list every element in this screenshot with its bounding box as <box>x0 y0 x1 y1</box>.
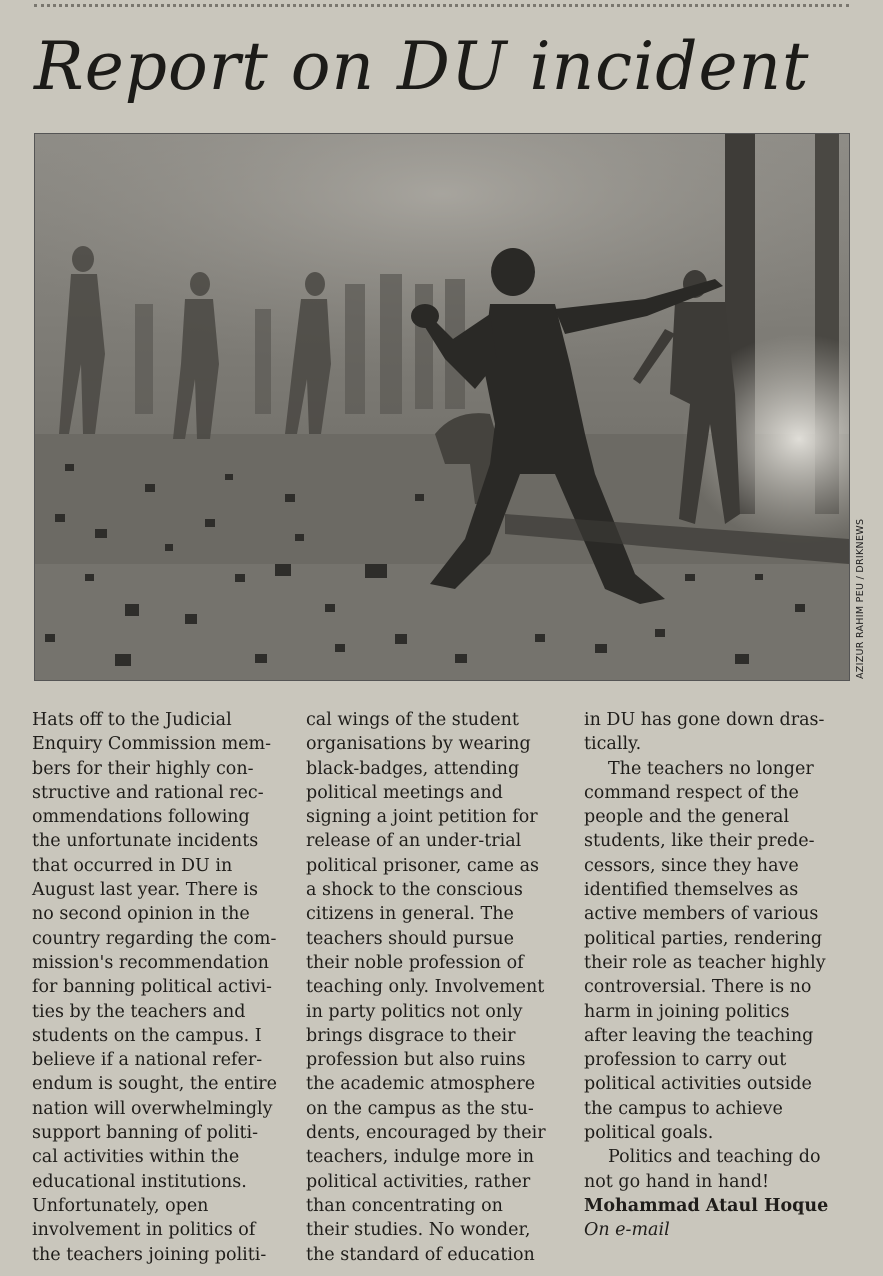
text-line: controversial. There is no <box>584 977 812 998</box>
text-line: endum is sought, the entire <box>32 1074 278 1095</box>
news-photo <box>34 133 850 681</box>
text-line: students, like their prede- <box>584 831 815 852</box>
text-line: August last year. There is <box>32 880 258 901</box>
text-line: the unfortunate incidents <box>32 831 259 852</box>
text-line: brings disgrace to their <box>306 1025 516 1046</box>
text-line: identified themselves as <box>584 880 799 901</box>
text-line: ties by the teachers and <box>32 1001 246 1022</box>
text-line: political activities, rather <box>306 1171 531 1192</box>
text-line: ommendations following <box>32 807 250 828</box>
text-line: in party politics not only <box>306 1001 523 1022</box>
body-column-1 <box>32 708 294 1267</box>
body-column-2 <box>306 708 568 1267</box>
text-line: structive and rational rec- <box>32 782 264 803</box>
text-line: involvement in politics of <box>32 1220 256 1241</box>
text-line: the standard of education <box>306 1244 535 1265</box>
text-line: dents, encouraged by their <box>306 1123 546 1144</box>
text-line: their role as teacher highly <box>584 952 826 973</box>
text-line: tically. <box>584 734 642 755</box>
headline: Report on DU incident <box>34 28 810 105</box>
text-line: citizens in general. The <box>306 904 514 925</box>
riot-photo-illustration <box>35 134 849 680</box>
text-line: in DU has gone down dras- <box>584 710 825 730</box>
text-line: profession to carry out <box>584 1050 787 1071</box>
text-line: cal wings of the student <box>306 710 519 730</box>
text-line: their studies. No wonder, <box>306 1220 531 1241</box>
text-line: not go hand in hand! <box>584 1171 770 1192</box>
body-column-3 <box>584 708 846 1243</box>
text-line: the teachers joining politi- <box>32 1244 267 1265</box>
text-line: political activities outside <box>584 1074 812 1095</box>
text-line: their noble profession of <box>306 952 524 973</box>
photo-credit: AZIZUR RAHIM PEU / DRIKNEWS <box>855 518 866 679</box>
text-line: release of an under-trial <box>306 831 522 852</box>
text-line: political parties, rendering <box>584 928 823 949</box>
text-line: political goals. <box>584 1123 714 1144</box>
text-line: Enquiry Commission mem- <box>32 734 272 755</box>
text-line: after leaving the teaching <box>584 1025 814 1046</box>
text-line: than concentrating on <box>306 1195 503 1216</box>
text-line: black-badges, attending <box>306 758 520 779</box>
text-line: signing a joint petition for <box>306 807 538 828</box>
text-line: mission's recommendation <box>32 952 269 973</box>
text-line: command respect of the <box>584 782 799 803</box>
text-line: no second opinion in the <box>32 904 250 925</box>
text-line: believe if a national refer- <box>32 1050 263 1071</box>
text-line: harm in joining politics <box>584 1001 790 1022</box>
text-line: political prisoner, came as <box>306 855 539 876</box>
text-line: cal activities within the <box>32 1147 240 1168</box>
text-line: students on the campus. I <box>32 1025 262 1046</box>
text-line: teachers should pursue <box>306 928 515 949</box>
text-line: nation will overwhelmingly <box>32 1098 273 1119</box>
text-line: teaching only. Involvement <box>306 977 545 998</box>
text-line: active members of various <box>584 904 819 925</box>
author-signature: Mohammad Ataul Hoque <box>584 1195 829 1216</box>
text-line: Politics and teaching do <box>608 1147 821 1168</box>
text-line: profession but also ruins <box>306 1050 526 1071</box>
text-line: for banning political activi- <box>32 977 272 998</box>
text-line: country regarding the com- <box>32 928 277 949</box>
text-line: political meetings and <box>306 782 503 803</box>
top-dotted-rule <box>34 4 849 7</box>
text-line: teachers, indulge more in <box>306 1147 535 1168</box>
text-line: educational institutions. <box>32 1171 247 1192</box>
text-line: the academic atmosphere <box>306 1074 536 1095</box>
text-line: cessors, since they have <box>584 855 799 876</box>
text-line: bers for their highly con- <box>32 758 254 779</box>
text-line: support banning of politi- <box>32 1123 259 1144</box>
text-line: that occurred in DU in <box>32 855 233 876</box>
text-line: a shock to the conscious <box>306 880 523 901</box>
text-line: organisations by wearing <box>306 734 531 755</box>
text-line: people and the general <box>584 807 790 828</box>
text-line: The teachers no longer <box>608 758 814 779</box>
text-line: on the campus as the stu- <box>306 1098 534 1119</box>
submission-via: On e-mail <box>584 1220 670 1241</box>
text-line: Hats off to the Judicial <box>32 710 232 730</box>
text-line: the campus to achieve <box>584 1098 783 1119</box>
text-line: Unfortunately, open <box>32 1195 209 1216</box>
